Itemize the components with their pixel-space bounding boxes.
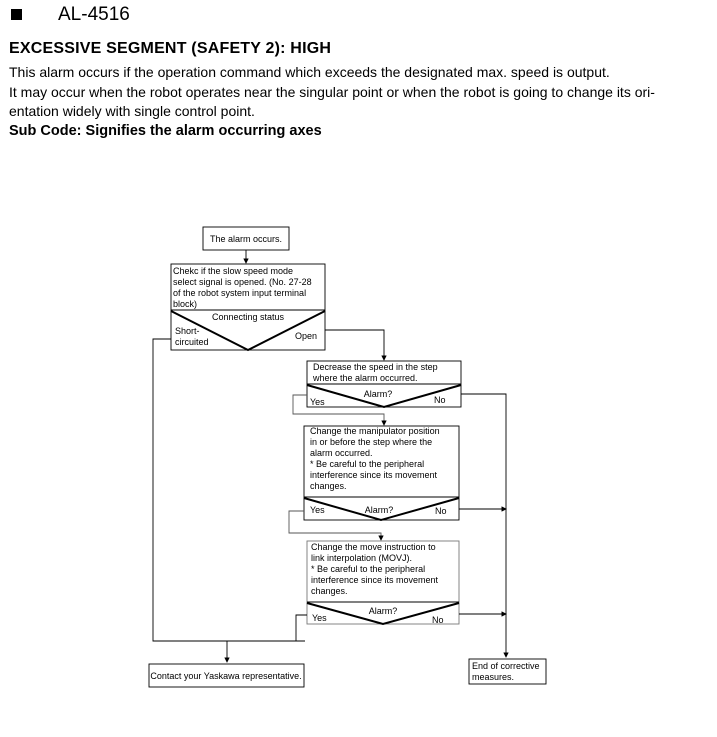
short-circuited-path bbox=[153, 339, 305, 641]
step2-yes-label: Yes bbox=[310, 505, 325, 515]
short-label-2: circuited bbox=[175, 337, 209, 347]
step3-no-label: No bbox=[432, 615, 444, 625]
check-line-3: of the robot system input terminal bbox=[173, 288, 307, 298]
step2-line-5: interference since its movement bbox=[310, 470, 438, 480]
step2-alarm-label: Alarm? bbox=[364, 505, 394, 515]
description-line-1: This alarm occurs if the operation command which exceeds the designated max. speed is output. bbox=[9, 64, 610, 80]
check-line-4: block) bbox=[173, 299, 198, 309]
short-label-1: Short- bbox=[175, 326, 200, 336]
step3-line-1: Change the move instruction to bbox=[311, 542, 436, 552]
step2-line-2: in or before the step where the bbox=[310, 437, 433, 447]
step1-no-label: No bbox=[434, 395, 446, 405]
end-line-1: End of corrective bbox=[472, 661, 540, 671]
alarm-title: EXCESSIVE SEGMENT (SAFETY 2): HIGH bbox=[9, 40, 332, 57]
step3-line-2: link interpolation (MOVJ). bbox=[311, 553, 413, 563]
open-label: Open bbox=[295, 331, 318, 341]
alarm-code: AL-4516 bbox=[58, 4, 130, 25]
step1-yes-label: Yes bbox=[310, 397, 325, 407]
contact-label: Contact your Yaskawa representative. bbox=[150, 671, 302, 681]
step3-line-3: * Be careful to the peripheral bbox=[311, 564, 426, 574]
step3-yes-path bbox=[296, 615, 307, 641]
step1-line-1: Decrease the speed in the step bbox=[313, 362, 438, 372]
step1-line-2: where the alarm occurred. bbox=[313, 373, 418, 383]
step3-line-5: changes. bbox=[311, 586, 348, 596]
step1-alarm-label: Alarm? bbox=[363, 389, 393, 399]
check-line-1: Chekc if the slow speed mode bbox=[173, 266, 294, 276]
connecting-status-label: Connecting status bbox=[211, 312, 285, 322]
step2-line-4: * Be careful to the peripheral bbox=[310, 459, 425, 469]
step2-no-label: No bbox=[435, 506, 447, 516]
open-path bbox=[325, 330, 384, 360]
step3-line-4: interference since its movement bbox=[311, 575, 439, 585]
step3-alarm-label: Alarm? bbox=[368, 606, 398, 616]
start-label: The alarm occurs. bbox=[209, 234, 283, 244]
end-line-2: measures. bbox=[472, 672, 515, 682]
step2-line-3: alarm occurred. bbox=[310, 448, 373, 458]
step3-yes-label: Yes bbox=[312, 613, 327, 623]
description-line-3: entation widely with single control point. bbox=[9, 103, 255, 119]
step2-line-6: changes. bbox=[310, 481, 347, 491]
description-line-2: It may occur when the robot operates near the singular point or when the robot is going to change its ori- bbox=[9, 84, 655, 100]
step1-no-path bbox=[461, 394, 506, 657]
check-line-2: select signal is opened. (No. 27-28 bbox=[173, 277, 312, 287]
sub-code: Sub Code: Signifies the alarm occurring axes bbox=[9, 123, 322, 139]
step2-line-1: Change the manipulator position bbox=[310, 426, 440, 436]
